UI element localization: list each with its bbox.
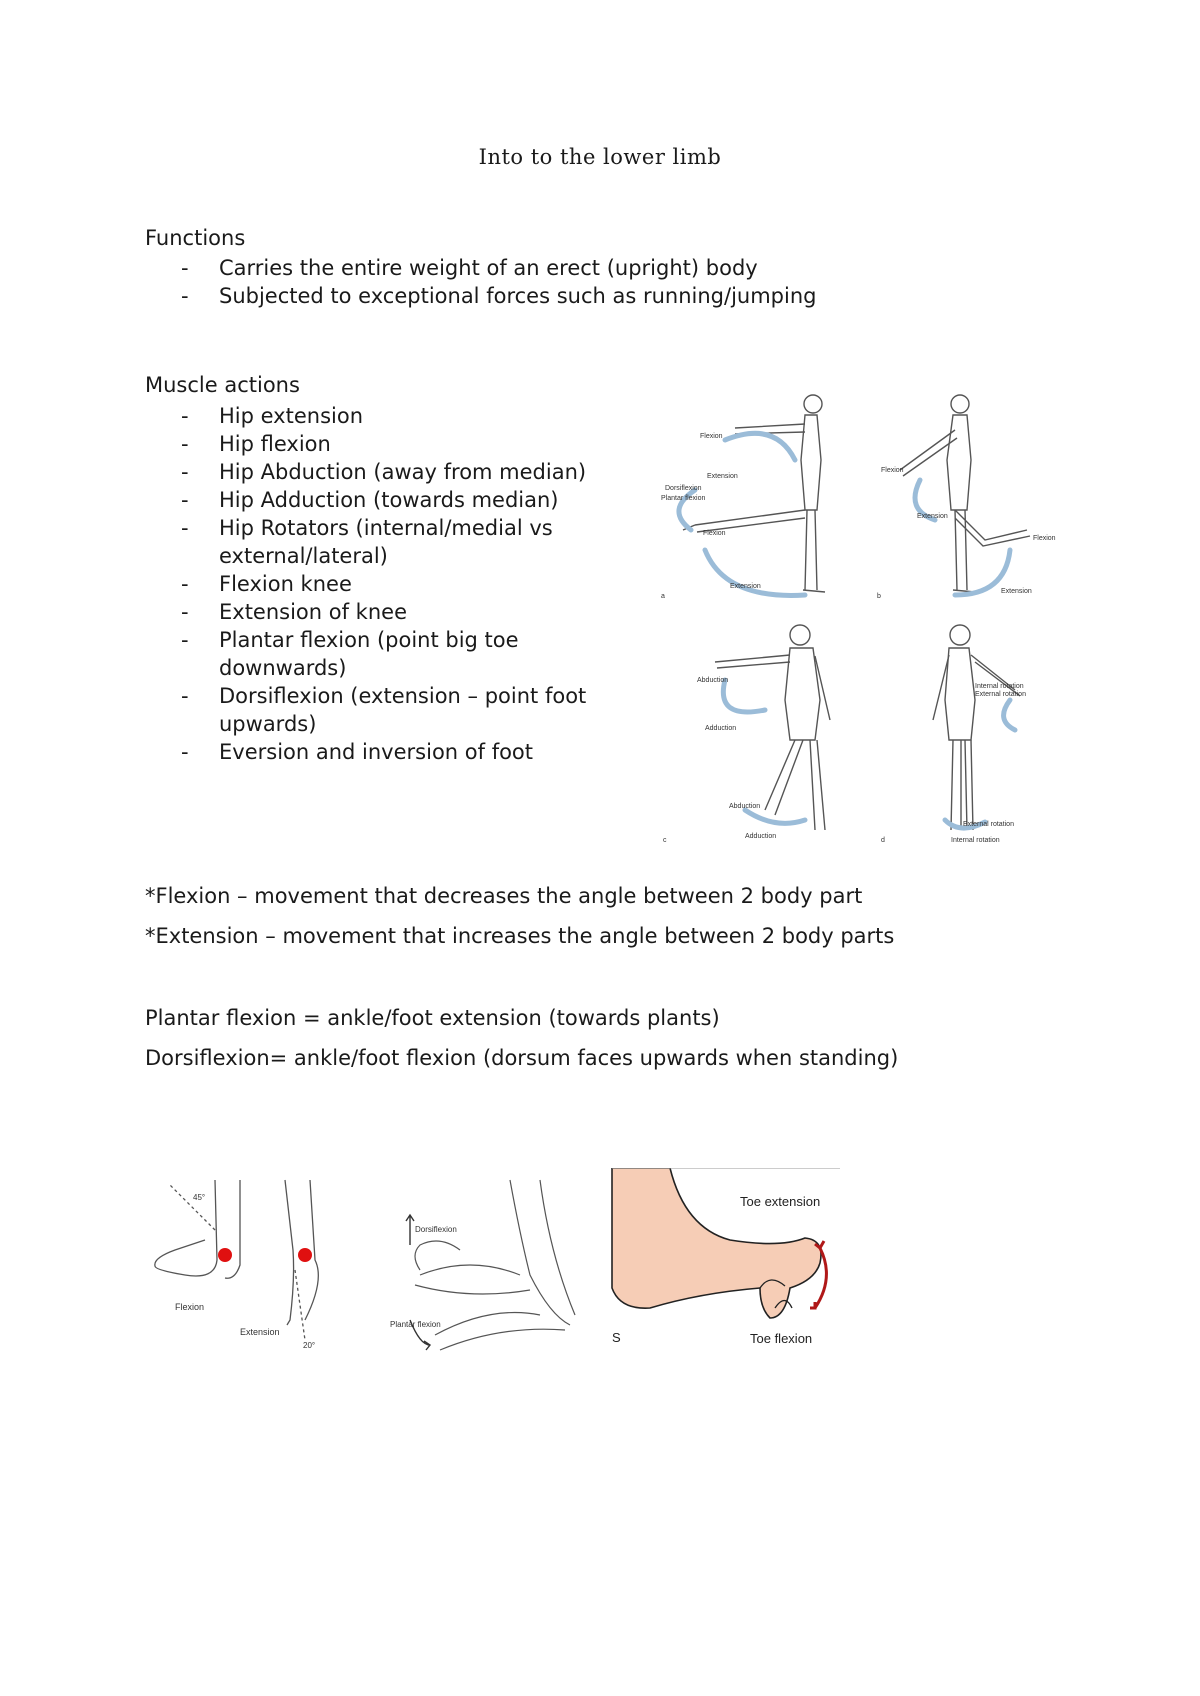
list-item: - Hip flexion: [145, 430, 635, 458]
fig-b-label: Flexion: [1033, 535, 1056, 542]
fig-c-label: Adduction: [745, 833, 777, 840]
list-item: - Extension of knee: [145, 598, 635, 626]
list-item: - Subjected to exceptional forces such as running/jumping: [145, 282, 816, 310]
list-item: - Carries the entire weight of an erect (upright) body: [145, 254, 816, 282]
ankle-label: Plantar flexion: [390, 1320, 441, 1329]
ankle-label: 20°: [303, 1341, 316, 1350]
list-item: - Hip Abduction (away from median): [145, 458, 635, 486]
list-item: - Hip Rotators (internal/medial vs external/lateral): [145, 514, 635, 570]
panel-letter: a: [661, 593, 665, 600]
ankle-label: Dorsiflexion: [415, 1225, 457, 1234]
definition-extension: *Extension – movement that increases the angle between 2 body parts: [145, 924, 895, 948]
toe-label: S: [612, 1330, 621, 1345]
fig-d-label: Internal rotation: [951, 837, 1000, 844]
panel-letter: b: [877, 593, 881, 600]
fig-a-label: Plantar flexion: [661, 495, 706, 502]
fig-a-label: Extension: [730, 583, 761, 590]
functions-list: [145, 254, 816, 310]
ankle-label: Flexion: [175, 1302, 205, 1312]
note-plantar-flexion: Plantar flexion = ankle/foot extension (towards plants): [145, 1006, 720, 1030]
fig-b-label: Extension: [1001, 588, 1032, 595]
fig-a-label: Flexion: [700, 433, 723, 440]
fig-a-label: Extension: [707, 473, 738, 480]
list-item: - Dorsiflexion (extension – point foot upwards): [145, 682, 635, 738]
ankle-marker: [298, 1248, 312, 1262]
note-dorsiflexion: Dorsiflexion= ankle/foot flexion (dorsum faces upwards when standing): [145, 1046, 899, 1070]
list-item: - Flexion knee: [145, 570, 635, 598]
fig-c-label: Adduction: [705, 725, 737, 732]
list-item: - Hip Adduction (towards median): [145, 486, 635, 514]
muscle-actions-list: [145, 402, 635, 766]
page-title: Into to the lower limb: [478, 145, 722, 169]
list-item: - Hip extension: [145, 402, 635, 430]
ankle-label: Extension: [240, 1327, 280, 1337]
list-item: - Eversion and inversion of foot: [145, 738, 635, 766]
fig-d-label: Internal rotation: [975, 683, 1024, 690]
fig-c-label: Abduction: [697, 677, 729, 684]
functions-heading: Functions: [145, 226, 246, 250]
muscle-actions-heading: Muscle actions: [145, 373, 300, 397]
fig-c-label: Abduction: [729, 803, 761, 810]
toe-movement-figure: [610, 1168, 840, 1353]
fig-d-label: External rotation: [975, 691, 1026, 698]
hip-movements-figure: [655, 390, 1065, 850]
toe-label: Toe flexion: [750, 1331, 813, 1346]
ankle-marker: [218, 1248, 232, 1262]
toe-label: Toe extension: [740, 1194, 821, 1209]
foot-shape: [612, 1168, 821, 1318]
fig-b-label: Extension: [917, 513, 948, 520]
fig-a-label: Flexion: [703, 530, 726, 537]
ankle-angle-figure: [145, 1170, 365, 1370]
fig-d-label: External rotation: [963, 821, 1014, 828]
dorsi-plantar-figure: [390, 1175, 595, 1370]
definition-flexion: *Flexion – movement that decreases the angle between 2 body part: [145, 884, 863, 908]
panel-letter: d: [881, 837, 885, 844]
panel-letter: c: [663, 837, 667, 844]
ankle-label: 45°: [193, 1193, 206, 1202]
list-item: - Plantar flexion (point big toe downwards): [145, 626, 635, 682]
fig-b-label: Flexion: [881, 467, 904, 474]
fig-a-label: Dorsiflexion: [665, 485, 702, 492]
